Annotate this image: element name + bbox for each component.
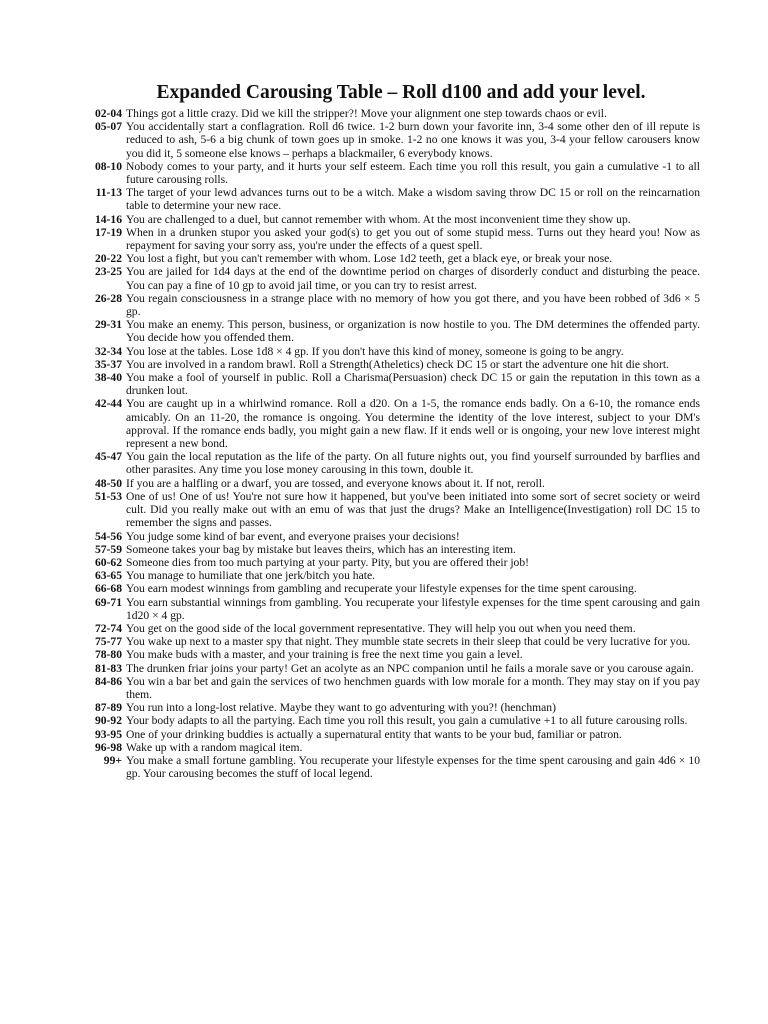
table-row — [84, 543, 700, 556]
result-text: You wake up next to a master spy that night. They mumble state secrets in their sleep that could be very lucrative for you. — [126, 635, 691, 649]
result-text: You make buds with a master, and your training is free the next time you gain a level. — [126, 648, 523, 662]
roll-range: 93-95 — [94, 727, 122, 741]
roll-range: 66-68 — [94, 582, 122, 596]
result-text: You make an enemy. This person, business, or organization is now hostile to you. The DM determines the offended party. You decide how you offended them. — [126, 318, 700, 345]
roll-range: 26-28 — [94, 291, 122, 305]
roll-range: 20-22 — [94, 252, 122, 266]
table-row — [84, 120, 700, 160]
roll-range: 90-92 — [94, 714, 122, 728]
table-row — [84, 556, 700, 569]
roll-range: 87-89 — [94, 701, 122, 715]
roll-range: 78-80 — [94, 648, 122, 662]
result-text: You run into a long-lost relative. Maybe they want to go adventuring with you?! (henchman) — [126, 701, 556, 715]
roll-range: 72-74 — [94, 621, 122, 635]
result-text: You lost a fight, but you can't remember with whom. Lose 1d2 teeth, get a black eye, or break your nose. — [126, 252, 613, 266]
table-row — [84, 754, 700, 780]
roll-range: 08-10 — [94, 159, 122, 173]
roll-range: 38-40 — [94, 371, 122, 385]
result-text: You get on the good side of the local government representative. They will help you out when you need them. — [126, 621, 636, 635]
roll-range: 02-04 — [94, 107, 122, 120]
roll-range: 35-37 — [94, 357, 122, 371]
roll-range: 99+ — [103, 753, 122, 767]
roll-range: 51-53 — [94, 489, 122, 503]
table-row — [84, 530, 700, 543]
result-text: When in a drunken stupor you asked your god(s) to get you out of some stupid mess. Turns out they heard you! Now as repayment for saving your sorry ass, you're under the effects of a quest spell. — [126, 225, 700, 253]
result-text: Nobody comes to your party, and it hurts your self esteem. Each time you roll this result, you gain a cumulative -1 to all future carousing rolls. — [126, 159, 700, 187]
table-row — [84, 477, 700, 490]
roll-range: 42-44 — [94, 397, 122, 411]
result-text: One of us! One of us! You're not sure how it happened, but you've been initiated into some sort of secret society or weird cult. Did you really make out with an emu of was that just the drugs? Make an Intelligence(Investigation) roll DC 15 to remember the signs and passes. — [126, 489, 700, 530]
table-row — [84, 450, 700, 476]
roll-range: 11-13 — [95, 186, 122, 200]
table-row — [84, 622, 700, 635]
table-row — [84, 252, 700, 265]
roll-range: 05-07 — [94, 120, 122, 134]
result-text: You are involved in a random brawl. Roll a Strength(Atheletics) check DC 15 or start the adventure one hit die short. — [126, 357, 669, 371]
roll-range: 14-16 — [94, 212, 122, 226]
roll-range: 57-59 — [94, 542, 122, 556]
result-text: You accidentally start a conflagration. Roll d6 twice. 1-2 burn down your favorite inn, 3-4 some other den of ill repute is reduced to ash, 5-6 a big chunk of town goes up in smoke. 1-2 no one knows it was you, 3-4 your fellow carousers know you did it, 5 someone else knows – perhaps a blackmailer, 6 everybody knows. — [126, 120, 700, 160]
result-text: You make a fool of yourself in public. Roll a Charisma(Persuasion) check DC 15 or gain the reputation in this town as a drunken lout. — [126, 371, 700, 398]
table-row — [84, 582, 700, 595]
roll-range: 96-98 — [94, 740, 122, 754]
result-text: You make a small fortune gambling. You recuperate your lifestyle expenses for the time spent carousing and gain 4d6 × 10 gp. Your carousing becomes the stuff of local legend. — [126, 753, 700, 781]
result-text: Things got a little crazy. Did we kill the stripper?! Move your alignment one step towards chaos or evil. — [126, 107, 607, 120]
table-row — [84, 226, 700, 252]
result-text: You are caught up in a whirlwind romance. Roll a d20. On a 1-5, the romance ends badly. On a 6-10, the romance ends amicably. On an 11-20, the romance is ongoing. You determine the identity of the love interest, subject to your DM's approval. If the romance ends badly, you might gain a new flaw. If it ends well or is ongoing, your new love interest might represent a new bond. — [126, 397, 700, 451]
table-row — [84, 358, 700, 371]
roll-range: 75-77 — [94, 635, 122, 649]
roll-range: 69-71 — [94, 595, 122, 609]
table-row — [84, 213, 700, 226]
result-text: You earn substantial winnings from gambling. You recuperate your lifestyle expenses for the time spent carousing and gain 1d20 × 4 gp. — [126, 595, 700, 622]
table-row — [84, 318, 700, 344]
roll-range: 23-25 — [94, 265, 122, 279]
result-text: The target of your lewd advances turns out to be a witch. Make a wisdom saving throw DC 15 or roll on the reincarnation table to determine your new race. — [126, 186, 700, 213]
table-row — [84, 596, 700, 622]
table-row — [84, 741, 700, 754]
result-text: The drunken friar joins your party! Get an acolyte as an NPC companion until he fails a morale save or you carouse again. — [126, 661, 694, 675]
result-text: Someone dies from too much partying at your party. Pity, but you are offered their job! — [126, 555, 530, 569]
table-row — [84, 371, 700, 397]
page-title: Expanded Carousing Table – Roll d100 and add your level. — [156, 82, 646, 103]
table-row — [84, 569, 700, 582]
roll-range: 32-34 — [94, 344, 122, 358]
table-row — [84, 265, 700, 291]
table-row — [84, 635, 700, 648]
roll-range: 84-86 — [94, 674, 122, 688]
table-row — [84, 714, 700, 727]
result-text: You lose at the tables. Lose 1d8 × 4 gp. If you don't have this kind of money, someone is going to be angry. — [126, 344, 624, 358]
table-row — [84, 160, 700, 186]
table-row — [84, 345, 700, 358]
result-text: You win a bar bet and gain the services of two henchmen guards with low morale for a month. They may stay on if you pay them. — [126, 674, 700, 701]
roll-range: 54-56 — [94, 529, 122, 543]
result-text: You regain consciousness in a strange place with no memory of how you got there, and you have been robbed of 3d6 × 5 gp. — [126, 291, 700, 319]
roll-range: 17-19 — [94, 225, 122, 239]
table-row — [84, 397, 700, 450]
roll-range: 81-83 — [94, 661, 122, 675]
roll-range: 29-31 — [94, 318, 122, 332]
roll-range: 63-65 — [94, 569, 122, 583]
table-row — [84, 107, 700, 120]
roll-range: 45-47 — [94, 450, 122, 464]
result-text: You judge some kind of bar event, and everyone praises your decisions! — [126, 529, 460, 543]
table-row — [84, 662, 700, 675]
result-text: You earn modest winnings from gambling and recuperate your lifestyle expenses for the time spent carousing. — [126, 582, 637, 596]
table-row — [84, 186, 700, 212]
result-text: One of your drinking buddies is actually a supernatural entity that wants to be your bud, familiar or patron. — [126, 727, 622, 741]
roll-range: 60-62 — [94, 555, 122, 569]
result-text: You are challenged to a duel, but cannot remember with whom. At the most inconvenient time they show up. — [126, 212, 631, 226]
result-text: You gain the local reputation as the life of the party. On all future nights out, you find yourself surrounded by barflies and other parasites. Any time you lose money carousing in this town, double it. — [126, 450, 700, 477]
result-text: If you are a halfling or a dwarf, you are tossed, and everyone knows about it. If not, reroll. — [126, 476, 545, 490]
result-text: You are jailed for 1d4 days at the end of the downtime period on charges of disorderly conduct and disturbing the peace. You can pay a fine of 10 gp to avoid jail time, or you can try to resist arrest. — [126, 265, 700, 292]
roll-range: 48-50 — [94, 476, 122, 490]
result-text: Someone takes your bag by mistake but leaves theirs, which has an interesting item. — [126, 542, 516, 556]
table-row — [84, 490, 700, 530]
result-text: Wake up with a random magical item. — [126, 740, 303, 754]
table-row — [84, 292, 700, 318]
result-text: Your body adapts to all the partying. Each time you roll this result, you gain a cumulative +1 to all future carousing rolls. — [126, 714, 688, 728]
table-row — [84, 701, 700, 714]
table-row — [84, 728, 700, 741]
table-row — [84, 648, 700, 661]
table-row — [84, 675, 700, 701]
carousing-table — [84, 107, 700, 780]
result-text: You manage to humiliate that one jerk/bitch you hate. — [126, 569, 375, 583]
